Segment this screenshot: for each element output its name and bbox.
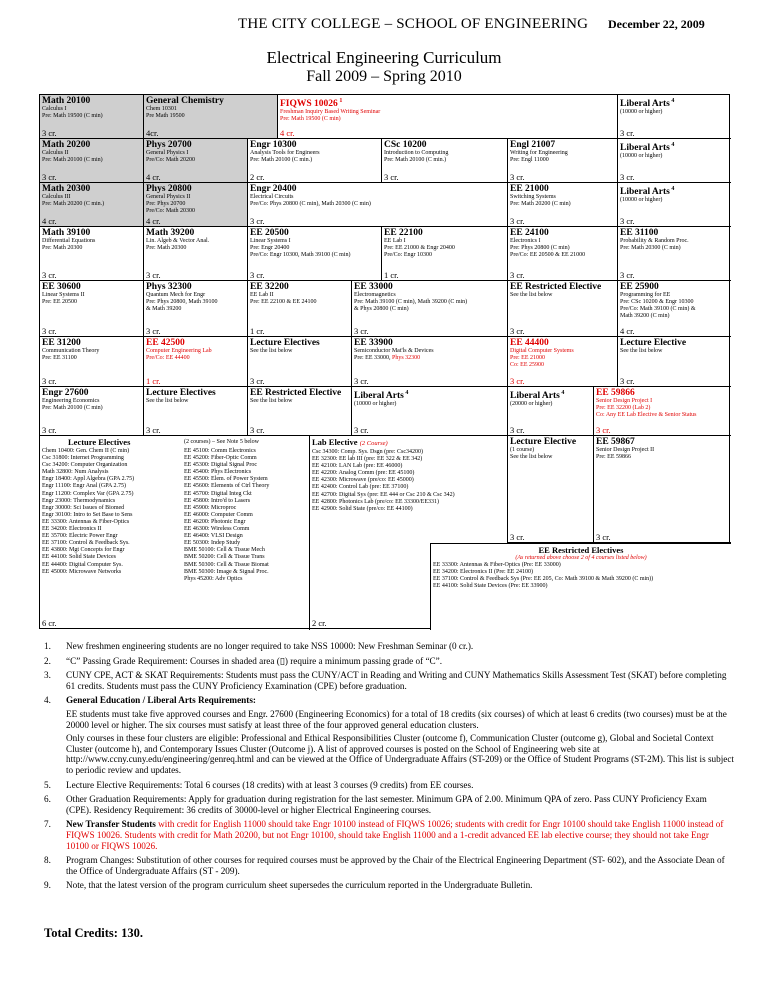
lab-elective-title: Lab Elective (2 Course)	[312, 437, 388, 447]
elective-item: EE 45900: Microproc	[184, 504, 237, 511]
course-code: Lecture Elective	[620, 338, 687, 348]
elective-item: EE 43800: Mgt Concepts for Engr	[42, 547, 125, 554]
elective-item: EE 45200: Fiber-Optic Comm	[184, 455, 257, 462]
course-cell-ee-42500	[144, 337, 248, 387]
course-cell-lecture-elective	[618, 337, 731, 387]
elective-item: BME 50300: Cell & Tissue Biomat	[184, 561, 269, 568]
course-credits: 3 cr.	[354, 425, 369, 435]
course-detail: Pre/Co: Phys 20800 (C min), Math 20300 (C min)	[250, 201, 371, 207]
course-cell-math-20100	[40, 95, 144, 139]
course-code: Phys 20700	[146, 140, 192, 150]
course-code: EE Restricted Elective	[510, 282, 602, 292]
course-code: EE 20500	[250, 228, 289, 238]
course-cell-liberal-arts	[508, 387, 594, 436]
course-detail: Linear Systems I	[250, 238, 291, 244]
course-cell-liberal-arts	[618, 183, 731, 227]
course-code: Lecture Elective	[510, 437, 577, 447]
elective-item: EE 45800: Intro'd to Lasers	[184, 497, 251, 504]
elective-item: Engr 18400: Appl Algebra (GPA 2.75)	[42, 476, 135, 483]
course-credits: 3 cr.	[354, 376, 369, 386]
course-cell-math-20300	[40, 183, 144, 227]
course-detail: Engineering Economics	[42, 398, 100, 404]
course-detail: Math 39200 (C min)	[620, 313, 670, 319]
restricted-electives-list	[430, 543, 731, 630]
course-cell-ee-30600	[40, 281, 144, 337]
course-code: EE 21000	[510, 184, 549, 194]
course-detail: Pre: Math 20300	[42, 245, 83, 251]
note-8: 8. Program Changes: Substitution of other courses for required courses must be approved by the Chair of the Electrical Engineering Department (ST- 602), and the Associate Dean of the Office of Undergraduate Affairs (ST - 209).	[44, 855, 725, 876]
course-credits: 3 cr.	[510, 216, 525, 226]
course-code: Liberal Arts $^4$	[510, 390, 565, 402]
elective-item: BME 50300: Image & Signal Proc.	[184, 568, 269, 575]
elective-item: EE 45000: Microwave Networks	[42, 568, 122, 575]
course-code: EE 22100	[384, 228, 423, 238]
course-cell-math-20200	[40, 139, 144, 183]
course-detail: Pre: EE 21000	[510, 355, 545, 361]
header-date: December 22, 2009	[608, 17, 705, 31]
course-detail: Switching Systems	[510, 194, 556, 200]
course-code: EE 33900	[354, 338, 393, 348]
note-2: 2. “C” Passing Grade Requirement: Courses in shaded area (▯) require a minimum passing grade of “C”.	[44, 655, 443, 666]
course-cell-lecture-elective	[508, 436, 594, 543]
restricted-electives-note: (As returned above choose 2 of 4 courses listed below)	[515, 555, 647, 561]
course-cell-engr-20400	[248, 183, 508, 227]
elective-item: EE 50300: Indep Study	[184, 540, 241, 547]
course-detail: Pre: Math 20200 (C min)	[510, 201, 571, 207]
note-1: 1. New freshmen engineering students are no longer required to take NSS 10000: New Freshman Seminar (0 cr.).	[44, 641, 474, 651]
elective-item: EE 46300: Wireless Comm	[184, 526, 250, 533]
course-credits: 3 cr.	[596, 532, 611, 542]
note-4: 4. General Education / Liberal Arts Requirements: EE students must take five approved courses and Engr. 27600 (Engineering Economics) for a total of 18 credits (six courses) of which at least 6 credits (two courses) must be at the 20000 level or higher. The six courses must satisfy at least three of the four approved general education clusters. Only courses in these four clusters are eligible: Professional and Ethical Responsibilities Cluster (outcome f), Communication Cluster (outcome g), Global and Societal Context Cluster (outcome h), and Contemporary Issues Cluster (Outcome j). A list of approved courses is posted on the School of Engineering web site at http://www.ccny.cuny.edu/engineering/genreq.html and can be viewed at the Office of Undergraduate Affairs (ST-209) or the Office of Student Programs (ST-2M). This list is subject to periodic review and updates.	[44, 695, 734, 775]
elective-item: Csc 34200: Computer Organization	[42, 462, 128, 469]
lecture-electives-title: Lecture Electives	[68, 437, 131, 447]
course-credits: 4 cr.	[280, 128, 295, 138]
course-code: Liberal Arts $^4$	[620, 98, 675, 110]
elective-item: EE 33300: Antennas & Fiber-Optics	[42, 518, 130, 525]
lab-item: EE 42800: Photonics Lab (pre/co: EE 33300/EE331)	[312, 498, 439, 505]
course-detail: Writing for Engineering	[510, 150, 568, 156]
elective-item: EE 44100: Solid State Devices	[42, 554, 116, 561]
course-detail: Differential Equations	[42, 238, 96, 244]
course-detail: See the list below	[146, 398, 189, 404]
course-detail: Calculus I	[42, 106, 67, 112]
course-detail: Pre: Math 19500 (C min)	[280, 116, 341, 123]
course-cell-engl-21007	[508, 139, 618, 183]
course-detail: (1 course)	[510, 447, 535, 453]
course-credits: 3 cr.	[250, 376, 265, 386]
course-cell-liberal-arts	[618, 95, 731, 139]
course-detail: Pre: EE 31100	[42, 355, 77, 361]
elective-item: EE 45700: Digital Integ Ckt	[184, 490, 252, 497]
course-cell-lecture-electives	[248, 337, 352, 387]
course-credits: 1 cr.	[384, 270, 399, 280]
course-credits: 2 cr.	[250, 172, 265, 182]
course-detail: Pre: EE 59866	[596, 454, 631, 460]
elective-item: Engr 30100: Intro to Set Base to Sens	[42, 511, 133, 518]
course-code: Phys 20800	[146, 184, 192, 194]
course-detail: Introduction to Computing	[384, 150, 449, 156]
lab-item: EE 42700: Digital Sys (pre: EE 444 or Csc 210 & Csc 342)	[312, 491, 455, 498]
course-credits: 3 cr.	[620, 270, 635, 280]
course-detail: EE Lab II	[250, 292, 274, 298]
course-detail: Pre: EE 32200 (Lab 2)	[596, 405, 651, 411]
course-detail: Probability & Random Proc.	[620, 238, 689, 244]
elective-item: Math 32800: Num Analysis	[42, 469, 109, 476]
elective-item: EE 45600: Elements of Ctrl Theory	[184, 483, 270, 490]
course-detail: Pre: Math 19500 (C min)	[42, 113, 103, 119]
note-6: 6. Other Graduation Requirements: Apply for graduation during registration for the last semester. Minimum GPA of 2.00. Minimum QPA of zero. Pass CUNY Proficiency Exam (CPE). Residency Requirement: 36 credits of 30000-level or higher Electrical Engineering courses.	[44, 794, 707, 815]
course-code: FIQWS 10026 $^1$	[280, 98, 343, 110]
course-credits: 3 cr.	[42, 172, 57, 182]
course-detail: & Math 39200	[146, 306, 182, 312]
lab-item: EE 42300: Microwave (pre/co: EE 45000)	[312, 477, 414, 484]
course-credits: 3 cr.	[620, 376, 635, 386]
course-detail: Pre/Co: Math 20200	[146, 157, 195, 163]
course-cell-general-chemistry	[144, 95, 278, 139]
course-credits: 4 cr.	[42, 216, 57, 226]
elective-item: EE 45500: Elem. of Power System	[184, 476, 268, 483]
course-code: EE 25900	[620, 282, 659, 292]
course-detail: Electrical Circuits	[250, 194, 294, 200]
course-cell-math-39200	[144, 227, 248, 281]
course-credits: 3 cr.	[42, 376, 57, 386]
elective-item: Engr 30000: Sci Issues of Biomed	[42, 504, 125, 511]
course-code: General Chemistry	[146, 96, 224, 106]
course-detail: See the list below	[510, 454, 553, 460]
lecture-electives-list	[40, 436, 310, 630]
course-detail: Semiconductor Mat'ls & Devices	[354, 348, 434, 354]
lab-item: EE 32300: EE lab III (pre: EE 322 & EE 342)	[312, 456, 423, 463]
course-detail: Digital Computer Systems	[510, 348, 574, 354]
course-credits: 3 cr.	[620, 216, 635, 226]
elective-item: Engr 23000: Thermodynamics	[42, 497, 116, 504]
course-detail: Pre: Math 20300	[146, 245, 187, 251]
course-detail: Electronics I	[510, 238, 541, 244]
course-code: CSc 10200	[384, 140, 427, 150]
school-name: THE CITY COLLEGE – SCHOOL OF ENGINEERING	[238, 16, 589, 32]
course-credits: 3 cr.	[250, 270, 265, 280]
course-detail: Co: EE 25900	[510, 362, 544, 368]
course-detail: Pre/Co: Engr 10300, Math 39100 (C min)	[250, 252, 351, 258]
course-cell-ee-20500	[248, 227, 382, 281]
course-cell-phys-20700	[144, 139, 248, 183]
course-cell-ee-31200	[40, 337, 144, 387]
course-code: Engr 10300	[250, 140, 297, 150]
course-cell-ee-restricted-elective	[508, 281, 618, 337]
course-cell-ee-24100	[508, 227, 618, 281]
course-code: Math 20300	[42, 184, 91, 194]
course-detail: Pre: Math 20100 (C min)	[42, 405, 103, 411]
course-code: Phys 32300	[146, 282, 192, 292]
course-detail: Electromagnetics	[354, 292, 396, 298]
notes-section	[44, 641, 734, 895]
note-7: 7. New Transfer Students with credit for English 11000 should take Engr 10100 instead of FIQWS 10026; students with credit for Engr 10100 should take English 11000 instead of FIQWS 10026. Students with credit for Math 20200, but not Engr 10100, should take English 11000 and a 1-credit advanced EE lab elective course; they should not take Engr 10100 or FIQWS 10026.	[44, 819, 724, 851]
elective-item: BME 50200: Cell & Tissue Trans	[184, 554, 265, 561]
course-cell-csc-10200	[382, 139, 508, 183]
course-code: Math 39100	[42, 228, 91, 238]
course-code: Math 20100	[42, 96, 91, 106]
lab-item: EE 42200: Analog Comm (pre: EE 45100)	[312, 470, 415, 477]
course-detail: Senior Design Project I	[596, 398, 653, 404]
course-detail: Linear Systems II	[42, 292, 85, 298]
lecture-electives-credits: 6 cr.	[42, 618, 57, 628]
course-detail: Pre/Co: Engr 10300	[384, 252, 432, 258]
course-detail: Pre: Engr 20400	[250, 245, 290, 251]
lab-item: EE 42100: LAN Lab (pre: EE 46000)	[312, 463, 403, 470]
course-detail: (10000 or higher)	[620, 153, 663, 160]
course-cell-ee-44400	[508, 337, 618, 387]
course-code: Liberal Arts $^4$	[354, 390, 409, 402]
course-detail: Pre: EE 22100 & EE 24100	[250, 299, 317, 305]
restricted-item: EE 33300: Antennas & Fiber-Optics (Pre: EE 33000)	[433, 562, 561, 569]
elective-item: EE 46400: VLSI Design	[184, 533, 243, 540]
course-cell-liberal-arts	[618, 139, 731, 183]
elective-item: EE 34200: Electronics II	[42, 526, 102, 533]
lab-item: Csc 34300: Comp. Sys. Dsgn (pre: Csc34200)	[312, 449, 423, 455]
course-credits: 3 cr.	[510, 376, 525, 386]
course-detail: See the list below	[250, 348, 293, 354]
course-detail: General Physics II	[146, 194, 191, 200]
note-3: 3. CUNY CPE, ACT & SKAT Requirements: Students must pass the CUNY/ACT in Reading and Writing and CUNY Mathematics Skills Assessment Test (SKAT) before completing 61 credits. Students must pass the CUNY Proficiency Examination (CPE) before graduation.	[44, 670, 727, 691]
course-cell-phys-20800	[144, 183, 248, 227]
course-credits: 3 cr.	[42, 326, 57, 336]
course-credits: 3 cr.	[146, 326, 161, 336]
note-5: 5. Lecture Elective Requirements: Total 6 courses (18 credits) with at least 3 courses (9 credits) from EE courses.	[44, 779, 474, 790]
elective-item: EE 45400: Phys Electronics	[184, 469, 252, 476]
elective-item: BME 50100: Cell & Tissue Mech	[184, 547, 265, 554]
course-code: Lecture Electives	[250, 338, 320, 348]
course-cell-ee-21000	[508, 183, 618, 227]
course-cell-math-39100	[40, 227, 144, 281]
course-credits: 3 cr.	[510, 532, 525, 542]
course-code: EE Restricted Elective	[250, 388, 342, 398]
elective-item: Csc 31800: Internet Programming	[42, 455, 124, 462]
course-code: Lecture Electives	[146, 388, 216, 398]
elective-item: EE 46200: Photonic Engr	[184, 518, 246, 525]
course-code: Engr 20400	[250, 184, 297, 194]
course-detail: Calculus II	[42, 150, 69, 156]
elective-item: EE 46000: Computer Comm	[184, 511, 253, 518]
course-detail: EE Lab I	[384, 238, 406, 244]
course-detail: Freshman Inquiry Based Writing Seminar	[280, 109, 381, 116]
course-credits: 3 cr.	[510, 326, 525, 336]
course-cell-ee-restricted-elective	[248, 387, 352, 436]
course-cell-ee-31100	[618, 227, 731, 281]
page-header	[0, 16, 768, 36]
course-credits: 3 cr.	[354, 326, 369, 336]
course-credits: 1 cr.	[250, 326, 265, 336]
course-detail: Pre: EE 21000 & Engr 20400	[384, 245, 455, 251]
course-detail: (10000 or higher)	[620, 109, 663, 116]
course-detail: (20000 or higher)	[510, 401, 553, 408]
restricted-item: EE 44100: Solid State Devices (Pre: EE 33900)	[433, 583, 548, 590]
course-code: Liberal Arts $^4$	[620, 186, 675, 198]
course-credits: 3 cr.	[620, 172, 635, 182]
curriculum-grid	[39, 94, 730, 629]
course-detail: See the list below	[250, 398, 293, 404]
course-detail: Chem 10301	[146, 106, 177, 112]
elective-item: EE 37100: Control & Feedback Sys.	[42, 540, 130, 547]
course-code: EE 24100	[510, 228, 549, 238]
course-detail: Lin. Algeb & Vector Anal.	[146, 238, 210, 244]
course-code: Math 20200	[42, 140, 91, 150]
course-detail: Communication Theory	[42, 348, 100, 354]
course-detail: & Phys 20800 (C min)	[354, 306, 409, 312]
course-code: EE 32200	[250, 282, 289, 292]
course-credits: 3 cr.	[384, 172, 399, 182]
course-detail: Pre: Engl 11000	[510, 157, 549, 163]
course-code: Liberal Arts $^4$	[620, 142, 675, 154]
restricted-item: EE 37100: Control & Feedback Sys (Pre: EE 205, Co: Math 39100 & Math 39200 (C min))	[433, 576, 654, 583]
course-credits: 3 cr.	[510, 172, 525, 182]
course-detail: Pre: Math 20100 (C min.)	[250, 157, 313, 163]
course-cell-ee-59867	[594, 436, 731, 543]
course-code: Math 39200	[146, 228, 195, 238]
course-credits: 3 cr.	[42, 425, 57, 435]
course-credits: 3 cr.	[42, 270, 57, 280]
course-credits: 4cr.	[146, 128, 159, 138]
elective-item: Phys 45200: Adv Optics	[184, 575, 243, 582]
course-credits: 4 cr.	[146, 172, 161, 182]
elective-item: Engr 11200: Complex Var (GPA 2.75)	[42, 490, 134, 497]
course-cell-ee-33000	[352, 281, 508, 337]
course-credits: 3 cr.	[250, 425, 265, 435]
course-detail: Pre: Math 20300 (C min)	[620, 245, 681, 251]
course-detail: Senior Design Project II	[596, 447, 655, 453]
course-credits: 3 cr.	[596, 425, 611, 435]
course-detail: Pre: Math 20100 (C min)	[42, 157, 103, 163]
course-code: EE 59866	[596, 388, 635, 398]
course-cell-ee-22100	[382, 227, 508, 281]
course-credits: 4 cr.	[620, 326, 635, 336]
course-cell-lecture-electives	[144, 387, 248, 436]
course-cell-fiqws-10026	[278, 95, 618, 139]
course-detail: Analysis Tools for Engineers	[250, 150, 320, 156]
course-detail: Pre/Co: EE 44400	[146, 355, 190, 361]
course-detail: Pre: Math 20200 (C min.)	[42, 201, 105, 207]
course-code: EE 42500	[146, 338, 185, 348]
course-credits: 3 cr.	[250, 216, 265, 226]
course-detail: See the list below	[510, 292, 553, 298]
lab-item: EE 42900: Solid State (pre/co: EE 44100)	[312, 505, 413, 512]
course-detail: Pre/Co: EE 20500 & EE 21000	[510, 252, 586, 258]
total-credits: Total Credits: 130.	[44, 926, 143, 940]
course-detail: Programming for EE	[620, 292, 671, 298]
course-credits: 3 cr.	[42, 128, 57, 138]
course-detail: Calculus III	[42, 194, 71, 200]
course-detail: Pre: Phys 20800, Math 39100	[146, 299, 218, 305]
course-cell-liberal-arts	[352, 387, 508, 436]
course-code: EE 33000	[354, 282, 393, 292]
course-code: EE 31100	[620, 228, 659, 238]
course-detail: Pre: EE 33000, Phys 32300	[354, 355, 421, 361]
course-detail: Pre: Phys 20700	[146, 201, 186, 207]
course-code: Engr 27600	[42, 388, 89, 398]
course-detail: Pre: Phys 20800 (C min)	[510, 245, 570, 251]
page-title: Electrical Engineering Curriculum	[266, 48, 502, 67]
course-cell-engr-10300	[248, 139, 382, 183]
course-credits: 3 cr.	[146, 270, 161, 280]
course-code: EE 44400	[510, 338, 549, 348]
course-code: EE 30600	[42, 282, 81, 292]
course-code: EE 59867	[596, 437, 635, 447]
course-detail: Pre: EE 20500	[42, 299, 77, 305]
elective-item: EE 45100: Comm Electronics	[184, 448, 256, 454]
course-cell-engr-27600	[40, 387, 144, 436]
page-subtitle: Fall 2009 – Spring 2010	[306, 68, 462, 85]
course-detail: Computer Engineering Lab	[146, 348, 212, 354]
course-credits: 3 cr.	[620, 128, 635, 138]
course-cell-ee-25900	[618, 281, 731, 337]
course-detail: (10000 or higher)	[620, 197, 663, 204]
course-credits: 3 cr.	[510, 425, 525, 435]
course-cell-ee-59866	[594, 387, 731, 436]
lecture-electives-note: (2 courses) – See Note 5 below	[184, 439, 259, 445]
course-detail: (10000 or higher)	[354, 401, 397, 408]
course-detail: Co: Any EE Lab Elective & Senior Status	[596, 412, 697, 418]
course-credits: 3 cr.	[510, 270, 525, 280]
course-cell-ee-33900	[352, 337, 508, 387]
course-credits: 3 cr.	[146, 425, 161, 435]
course-code: EE 31200	[42, 338, 81, 348]
elective-item: EE 35700: Electric Power Engr	[42, 533, 118, 540]
elective-item: EE 45300: Digital Signal Proc	[184, 462, 257, 469]
course-detail: Pre/Co: Math 39100 (C min) &	[620, 306, 696, 312]
course-detail: Quantum Mech for Engr	[146, 292, 206, 298]
elective-item: Chem 10400: Gen. Chem II (C min)	[42, 448, 130, 454]
restricted-electives-title: EE Restricted Electives	[538, 545, 624, 555]
course-code: Engl 21007	[510, 140, 556, 150]
course-detail: See the list below	[620, 348, 663, 354]
course-detail: Pre: CSc 10200 & Engr 10300	[620, 299, 694, 305]
lab-item: EE 42400: Control Lab (pre: EE 37100)	[312, 484, 409, 491]
elective-item: Engr 11100: Engr Anal (GPA 2.75)	[42, 483, 126, 490]
course-detail: General Physics I	[146, 150, 189, 156]
course-detail: Pre: Math 20100 (C min.)	[384, 157, 447, 163]
restricted-item: EE 34200: Electronics II (Pre: EE 24100)	[433, 569, 533, 576]
course-detail: Pre Math 19500	[146, 113, 185, 119]
course-detail: Pre: Math 39100 (C min), Math 39200 (C min)	[354, 299, 468, 305]
course-cell-phys-32300	[144, 281, 248, 337]
note-9: 9. Note, that the latest version of the program curriculum sheet supersedes the curriculum reported in the Undergraduate Bulletin.	[44, 880, 533, 891]
elective-item: EE 44400: Digital Computer Sys.	[42, 561, 123, 568]
course-detail: Pre/Co: Math 20300	[146, 208, 195, 214]
lecture-electives-credits-2: 2 cr.	[312, 618, 327, 628]
course-credits: 4 cr.	[146, 216, 161, 226]
course-cell-ee-32200	[248, 281, 352, 337]
course-credits: 1 cr.	[146, 376, 161, 386]
